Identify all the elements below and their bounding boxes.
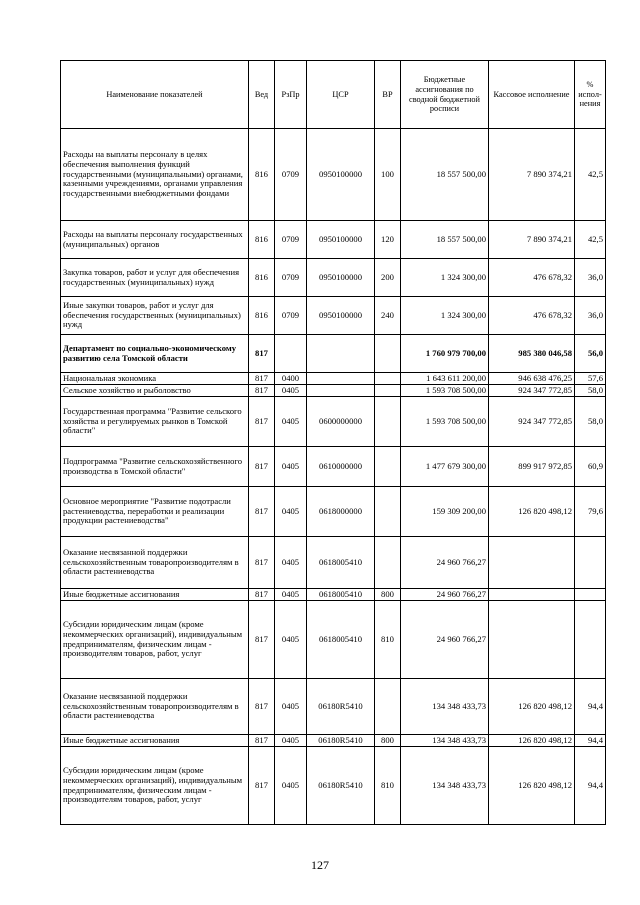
page-number: 127 (311, 858, 329, 872)
cell-csr: 0618005410 (307, 589, 375, 601)
cell-kass: 985 380 046,58 (489, 335, 575, 373)
cell-kass: 126 820 498,12 (489, 747, 575, 825)
cell-vr (375, 679, 401, 735)
cell-csr: 0950100000 (307, 297, 375, 335)
cell-pct: 94,4 (575, 679, 606, 735)
table-row (61, 221, 606, 259)
cell-name: Расходы на выплаты персоналу в целях обеспечения выполнения функций государственными (муниципальными) органами, казенными учреждениями, органами управления государственными внебюджетными фондами (61, 129, 249, 221)
header-vr: ВР (375, 61, 401, 129)
cell-kass: 946 638 476,25 (489, 373, 575, 385)
cell-plan: 24 960 766,27 (401, 537, 489, 589)
cell-pct: 42,5 (575, 129, 606, 221)
cell-csr: 0950100000 (307, 221, 375, 259)
header-ved: Вед (249, 61, 275, 129)
header-kass: Кассовое исполнение (489, 61, 575, 129)
cell-rzpr: 0405 (275, 747, 307, 825)
cell-ved: 817 (249, 335, 275, 373)
cell-rzpr (275, 335, 307, 373)
table-row (61, 397, 606, 447)
cell-name: Иные бюджетные ассигнования (61, 589, 249, 601)
cell-name: Сельское хозяйство и рыболовство (61, 385, 249, 397)
cell-kass: 899 917 972,85 (489, 447, 575, 487)
cell-vr (375, 537, 401, 589)
table-row (61, 679, 606, 735)
cell-csr: 0618000000 (307, 487, 375, 537)
cell-name: Расходы на выплаты персоналу государственных (муниципальных) органов (61, 221, 249, 259)
cell-pct: 36,0 (575, 259, 606, 297)
budget-table (60, 60, 606, 825)
cell-plan: 134 348 433,73 (401, 747, 489, 825)
table-row (61, 385, 606, 397)
cell-csr: 0610000000 (307, 447, 375, 487)
cell-ved: 817 (249, 447, 275, 487)
cell-rzpr: 0405 (275, 385, 307, 397)
table-row (61, 335, 606, 373)
cell-plan: 24 960 766,27 (401, 601, 489, 679)
cell-vr: 800 (375, 735, 401, 747)
cell-rzpr: 0405 (275, 679, 307, 735)
table-row (61, 259, 606, 297)
cell-kass: 476 678,32 (489, 297, 575, 335)
cell-plan: 1 593 708 500,00 (401, 397, 489, 447)
cell-name: Иные бюджетные ассигнования (61, 735, 249, 747)
cell-csr: 06180R5410 (307, 735, 375, 747)
cell-kass: 126 820 498,12 (489, 735, 575, 747)
cell-plan: 1 477 679 300,00 (401, 447, 489, 487)
cell-kass (489, 601, 575, 679)
cell-vr: 800 (375, 589, 401, 601)
cell-name: Подпрограмма "Развитие сельскохозяйственного производства в Томской области" (61, 447, 249, 487)
cell-pct (575, 537, 606, 589)
cell-vr (375, 385, 401, 397)
cell-plan: 1 324 300,00 (401, 297, 489, 335)
header-name: Наименование показателей (61, 61, 249, 129)
cell-vr (375, 397, 401, 447)
header-plan: Бюджетные ассигнования по сводной бюджетной росписи (401, 61, 489, 129)
cell-pct: 36,0 (575, 297, 606, 335)
cell-ved: 817 (249, 373, 275, 385)
cell-vr (375, 335, 401, 373)
cell-rzpr: 0709 (275, 221, 307, 259)
cell-csr: 0618005410 (307, 537, 375, 589)
header-pct: % испол-нения (575, 61, 606, 129)
cell-csr: 0618005410 (307, 601, 375, 679)
cell-plan: 134 348 433,73 (401, 735, 489, 747)
cell-pct: 79,6 (575, 487, 606, 537)
cell-rzpr: 0709 (275, 129, 307, 221)
cell-rzpr: 0405 (275, 589, 307, 601)
cell-ved: 816 (249, 221, 275, 259)
cell-rzpr: 0405 (275, 735, 307, 747)
cell-csr (307, 385, 375, 397)
cell-kass (489, 589, 575, 601)
cell-pct: 57,6 (575, 373, 606, 385)
cell-kass (489, 537, 575, 589)
header-csr: ЦСР (307, 61, 375, 129)
cell-vr: 120 (375, 221, 401, 259)
cell-ved: 817 (249, 735, 275, 747)
header-rzpr: РзПр (275, 61, 307, 129)
cell-vr: 810 (375, 601, 401, 679)
table-row (61, 735, 606, 747)
cell-pct: 56,0 (575, 335, 606, 373)
cell-ved: 816 (249, 297, 275, 335)
cell-kass: 7 890 374,21 (489, 221, 575, 259)
cell-plan: 1 643 611 200,00 (401, 373, 489, 385)
cell-csr: 06180R5410 (307, 679, 375, 735)
cell-name: Основное мероприятие "Развитие подотрасли растениеводства, переработки и реализации продукции растениеводства" (61, 487, 249, 537)
cell-pct: 94,4 (575, 735, 606, 747)
cell-rzpr: 0405 (275, 537, 307, 589)
table-row (61, 297, 606, 335)
cell-rzpr: 0405 (275, 397, 307, 447)
cell-ved: 816 (249, 259, 275, 297)
cell-ved: 817 (249, 589, 275, 601)
cell-ved: 817 (249, 747, 275, 825)
cell-name: Субсидии юридическим лицам (кроме некоммерческих организаций), индивидуальным предпринимателям, физическим лицам - производителям товаров, работ, услуг (61, 601, 249, 679)
cell-csr: 0950100000 (307, 129, 375, 221)
cell-name: Оказание несвязанной поддержки сельскохозяйственным товаропроизводителям в области растениеводства (61, 537, 249, 589)
cell-ved: 817 (249, 601, 275, 679)
cell-vr: 810 (375, 747, 401, 825)
cell-kass: 126 820 498,12 (489, 679, 575, 735)
cell-vr (375, 373, 401, 385)
cell-csr (307, 373, 375, 385)
cell-plan: 1 760 979 700,00 (401, 335, 489, 373)
cell-name: Государственная программа "Развитие сельского хозяйства и регулируемых рынков в Томской области" (61, 397, 249, 447)
header-row (61, 61, 606, 129)
cell-ved: 817 (249, 537, 275, 589)
cell-name: Закупка товаров, работ и услуг для обеспечения государственных (муниципальных) нужд (61, 259, 249, 297)
cell-plan: 24 960 766,27 (401, 589, 489, 601)
cell-pct: 58,0 (575, 397, 606, 447)
cell-name: Национальная экономика (61, 373, 249, 385)
cell-vr: 200 (375, 259, 401, 297)
cell-csr: 0600000000 (307, 397, 375, 447)
cell-vr: 240 (375, 297, 401, 335)
cell-ved: 817 (249, 487, 275, 537)
cell-name: Оказание несвязанной поддержки сельскохозяйственным товаропроизводителям в области растениеводства (61, 679, 249, 735)
cell-pct: 60,9 (575, 447, 606, 487)
cell-kass: 7 890 374,21 (489, 129, 575, 221)
cell-name: Субсидии юридическим лицам (кроме некоммерческих организаций), индивидуальным предпринимателям, физическим лицам - производителям товаров, работ, услуг (61, 747, 249, 825)
table-row (61, 601, 606, 679)
cell-ved: 817 (249, 385, 275, 397)
cell-rzpr: 0709 (275, 259, 307, 297)
cell-kass: 924 347 772,85 (489, 397, 575, 447)
cell-plan: 1 324 300,00 (401, 259, 489, 297)
cell-ved: 817 (249, 397, 275, 447)
cell-plan: 159 309 200,00 (401, 487, 489, 537)
cell-pct: 42,5 (575, 221, 606, 259)
cell-rzpr: 0405 (275, 487, 307, 537)
cell-name: Иные закупки товаров, работ и услуг для обеспечения государственных (муниципальных) нужд (61, 297, 249, 335)
table-row (61, 487, 606, 537)
table-row (61, 537, 606, 589)
cell-rzpr: 0709 (275, 297, 307, 335)
cell-plan: 134 348 433,73 (401, 679, 489, 735)
cell-ved: 817 (249, 679, 275, 735)
cell-pct (575, 589, 606, 601)
cell-rzpr: 0405 (275, 601, 307, 679)
cell-pct: 58,0 (575, 385, 606, 397)
cell-csr (307, 335, 375, 373)
cell-vr (375, 487, 401, 537)
cell-ved: 816 (249, 129, 275, 221)
table-row (61, 747, 606, 825)
cell-plan: 1 593 708 500,00 (401, 385, 489, 397)
cell-vr: 100 (375, 129, 401, 221)
cell-plan: 18 557 500,00 (401, 221, 489, 259)
cell-vr (375, 447, 401, 487)
cell-kass: 924 347 772,85 (489, 385, 575, 397)
cell-pct (575, 601, 606, 679)
table-row (61, 129, 606, 221)
cell-plan: 18 557 500,00 (401, 129, 489, 221)
cell-csr: 0950100000 (307, 259, 375, 297)
cell-pct: 94,4 (575, 747, 606, 825)
cell-rzpr: 0400 (275, 373, 307, 385)
cell-kass: 126 820 498,12 (489, 487, 575, 537)
cell-name: Департамент по социально-экономическому развитию села Томской области (61, 335, 249, 373)
table-row (61, 447, 606, 487)
table-row (61, 373, 606, 385)
table-row (61, 589, 606, 601)
cell-csr: 06180R5410 (307, 747, 375, 825)
cell-kass: 476 678,32 (489, 259, 575, 297)
cell-rzpr: 0405 (275, 447, 307, 487)
